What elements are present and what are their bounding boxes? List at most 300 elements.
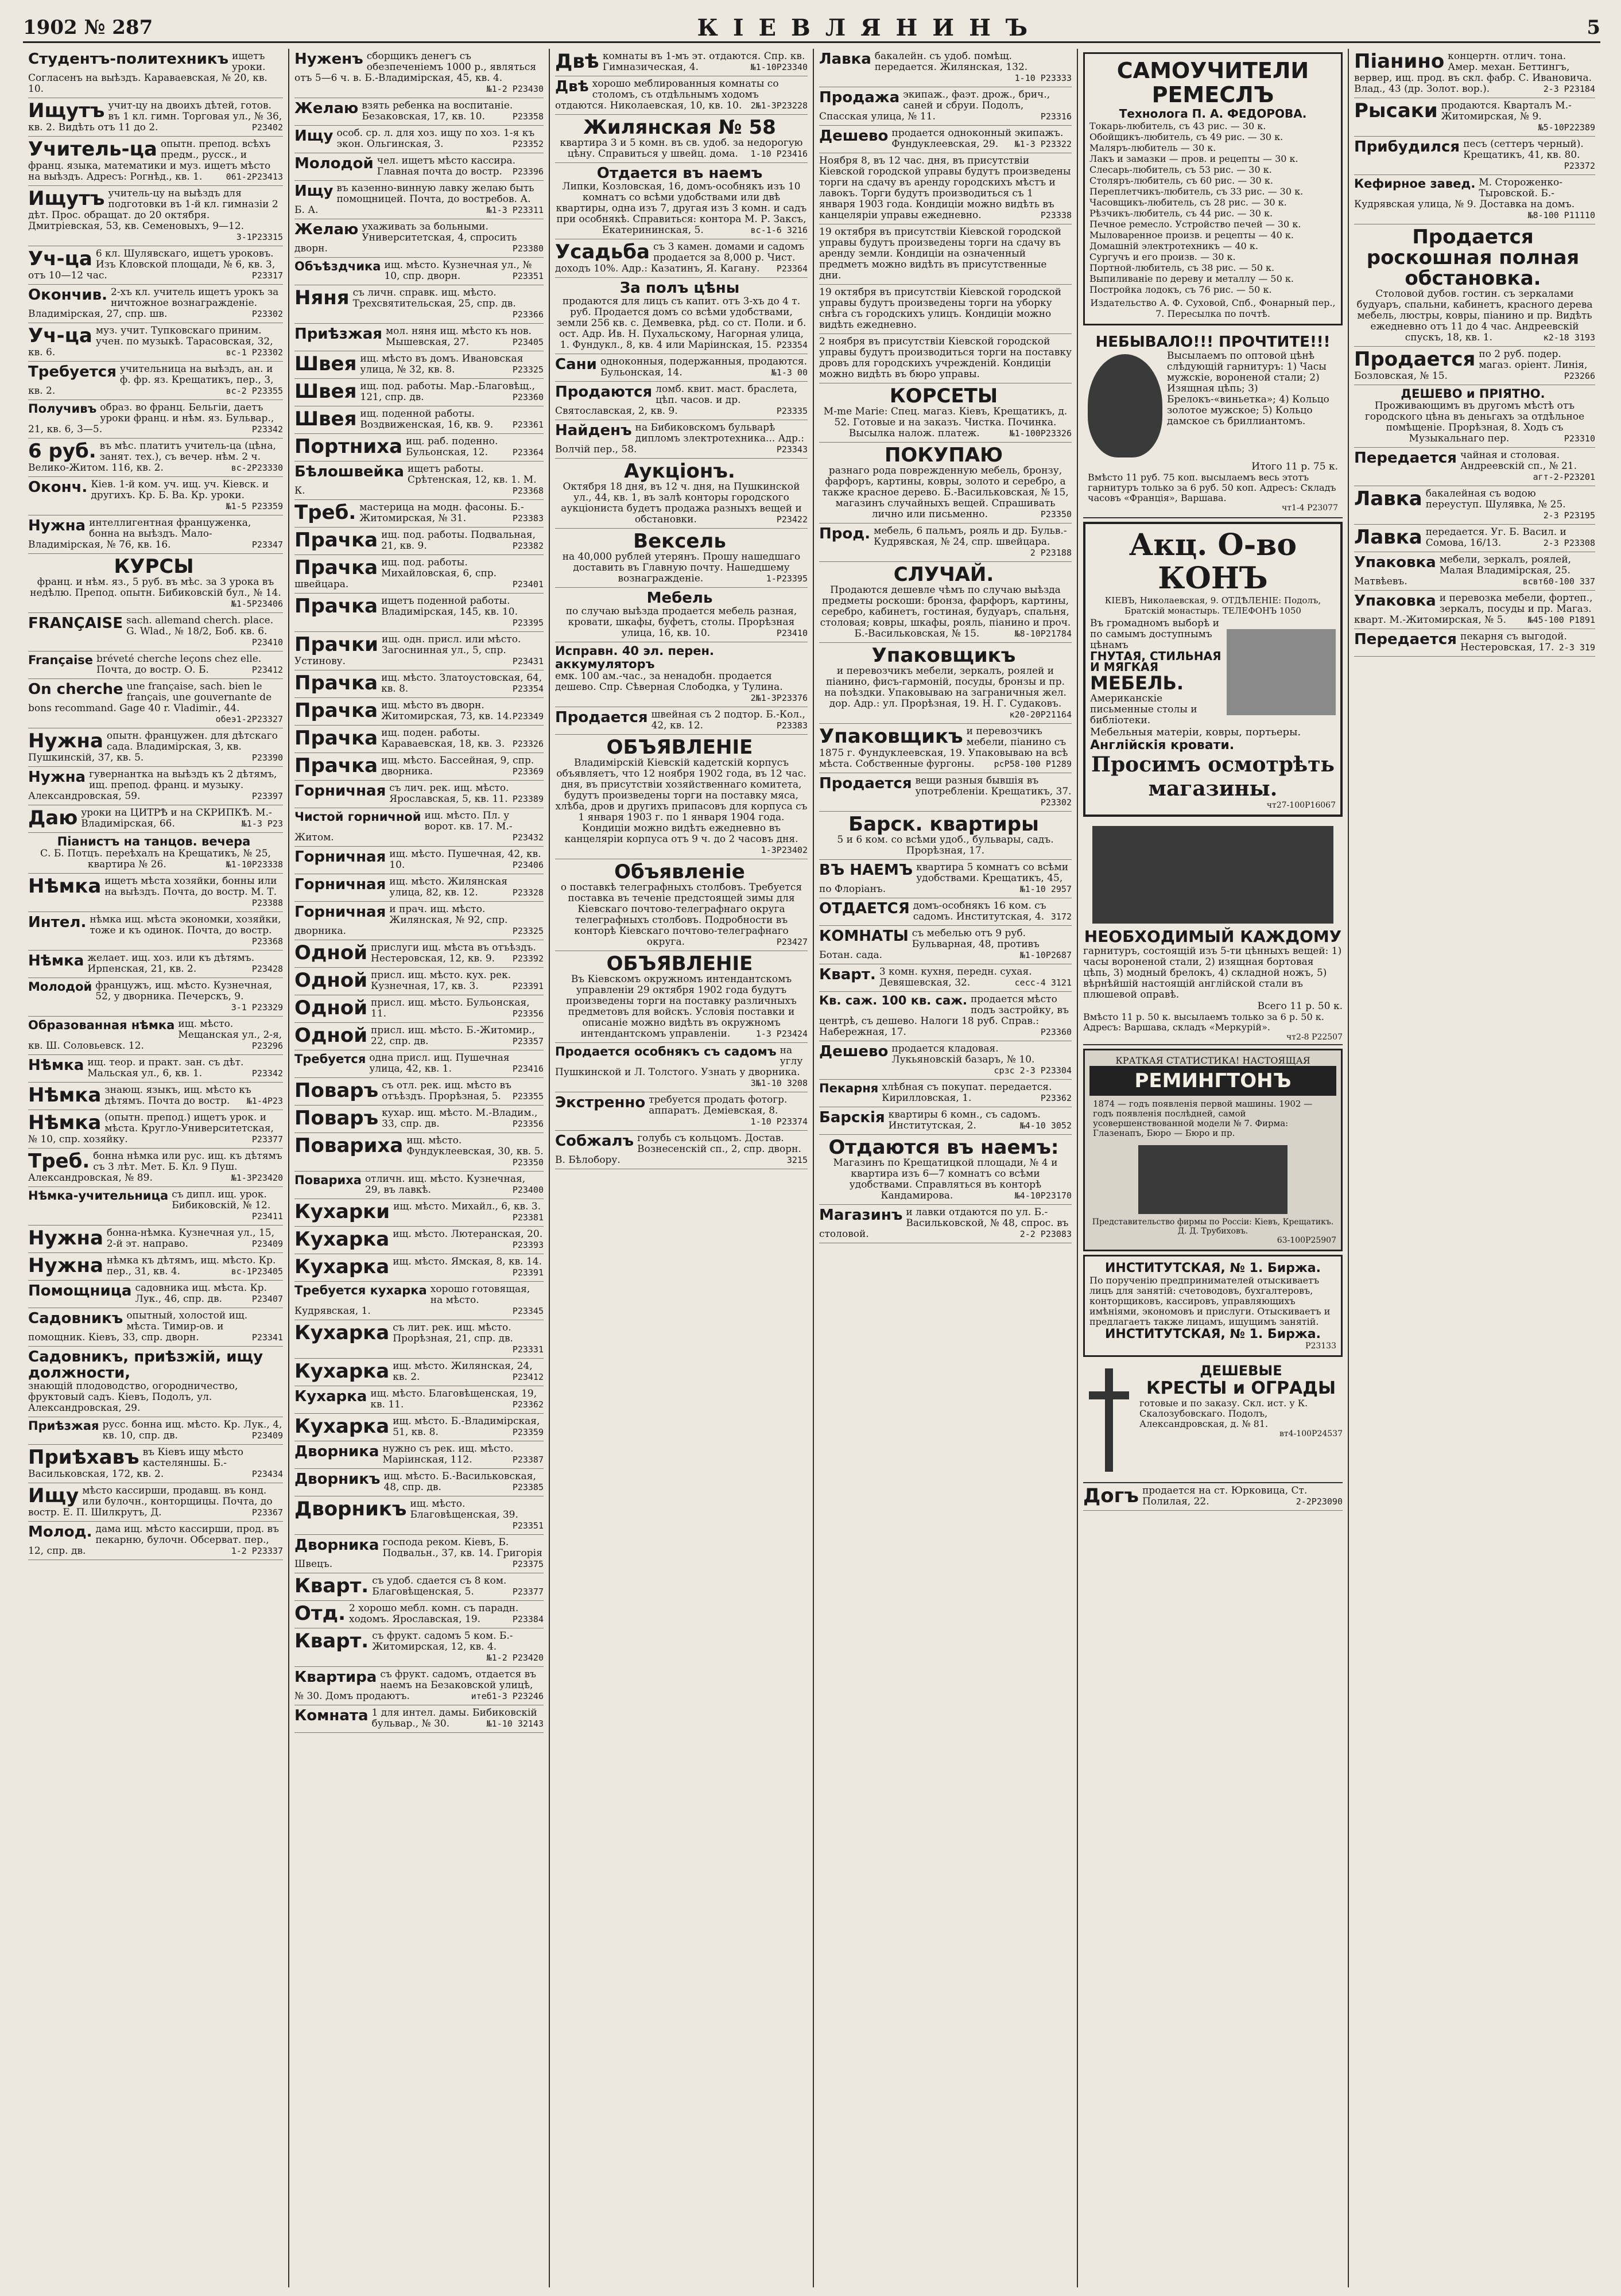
ad-body: ищетъ работы. Срѣтенская, 12, кв. 1. М. К. (294, 463, 537, 497)
necessary-total: Всего 11 р. 50 к. (1257, 1000, 1343, 1012)
ad-keyword: Повариха (294, 1134, 404, 1157)
kon-line-5: Англійскія кровати. (1090, 738, 1235, 753)
ad-ref: P23310 (1564, 433, 1595, 444)
ad-keyword: Барск. квартиры (848, 813, 1039, 836)
ad-body: 2 хорошо мебл. комн. съ парадн. ходомъ. Ярославская, 19. (348, 1603, 519, 1625)
classified-ad (28, 1055, 283, 1083)
ad-keyword: ПОКУПАЮ (884, 444, 1003, 467)
ad-body: желает. ищ. хоз. или къ дѣтямъ. Ирпенская, 21, кв. 2. (87, 952, 255, 975)
dog-ref: 2-2P23090 (1296, 1496, 1343, 1507)
classified-ad (294, 1601, 544, 1628)
ad-keyword: Дешево (819, 127, 889, 145)
ad-keyword: КОРСЕТЫ (889, 385, 998, 408)
kon-ref: чт27-100P16067 (1266, 801, 1336, 810)
ad-body: экипаж., фаэт. дрож., брич., саней и сбруи. Подолъ, Спасская улица, № 11. (819, 89, 1050, 122)
ad-keyword: Аукціонъ. (624, 460, 735, 483)
ad-ref: P23381 (512, 1212, 544, 1223)
classified-ad (819, 153, 1072, 224)
ad-body: ищ. мѣсто въ дворн. Житомирская, 73, кв. 14. (381, 700, 512, 722)
ad-ref: №8-10P21784 (1014, 629, 1072, 639)
ad-keyword: Отд. (294, 1602, 346, 1625)
kon-line-4: Мебельныя матеріи, ковры, портьеры. (1090, 726, 1301, 738)
classified-ad (28, 767, 283, 805)
ad-body: нѣмка къ дѣтямъ, ищ. мѣсто. Кр. пер., 31, кв. 4. (106, 1255, 276, 1277)
ad-keyword: Упаковщикъ (819, 725, 963, 748)
ad-body: швейная съ 2 подтор. Б.-Кол., 42, кв. 12. (651, 709, 805, 731)
ad-ref: P23402 (251, 122, 283, 133)
price-list-item: Постройка лодокъ, съ 76 рис. — 50 к. (1089, 284, 1272, 295)
watch-ad (1083, 329, 1343, 518)
ad-keyword: Кухарка (294, 1360, 390, 1383)
ad-keyword: Рысаки (1354, 99, 1438, 122)
ad-ref: P23326 (512, 739, 544, 749)
classified-ad (1354, 385, 1595, 448)
classified-ad (28, 554, 283, 613)
watch-illustration (1088, 354, 1162, 457)
ad-body: учительница на выѣздъ, ан. и ф. фр. яз. Крещатикъ, пер., 3, кв. 2. (28, 363, 274, 397)
classified-ad (28, 1483, 283, 1522)
ad-ref: P23366 (512, 309, 544, 320)
classified-ad (294, 968, 544, 995)
ad-keyword: Нѣмка (28, 1084, 102, 1107)
classified-ad (28, 285, 283, 323)
ad-keyword: Прод. (819, 525, 871, 542)
ad-keyword: Чистой горничной (294, 810, 421, 824)
classified-ad (555, 1092, 808, 1131)
ad-body: Кіев. 1-й ком. уч. ищ. уч. Кіевск. и другихъ. Кр. Б. Ва. Кр. уроки. (91, 479, 269, 501)
ad-ref: P23360 (1040, 1027, 1072, 1037)
ad-keyword: Двѣ (555, 50, 599, 73)
ad-ref: P23361 (512, 420, 544, 430)
ad-body: и перевозчикъ мебели, зеркалъ, роялей и піанино, фисъ-гармоній, посуды, бронзы и пр. на поѣздки. Упаковываю на заграничныя жел. дор. Адр.: ул. Прорѣзная, 19. Н. Г. Судаковъ. (824, 665, 1067, 709)
ad-keyword: Объявленіе (614, 860, 745, 883)
ad-body: прислуги ищ. мѣста въ отъѣздъ. Нестеровская, 12, кв. 9. (371, 942, 536, 964)
classified-ad (555, 239, 808, 278)
ad-keyword: Нужна (28, 769, 86, 786)
necessary-ref: чт2-8 P22507 (1286, 1033, 1343, 1042)
ad-body: съ удоб. сдается съ 8 ком. Благовѣщенская, 5. (372, 1575, 507, 1597)
ad-keyword: Усадьба (555, 241, 650, 263)
classified-ad (294, 153, 544, 181)
ad-keyword: Прибудился (1354, 138, 1460, 156)
ad-ref: P23405 (512, 337, 544, 347)
price-list-item: Сургучъ и его произв. — 30 к. (1089, 251, 1236, 262)
classified-ad (28, 805, 283, 833)
ad-body: хорошо меблированныя комнаты со столомъ, съ отдѣльнымъ ходомъ отдаются. Николаевская, 10, кв. 10. (555, 78, 779, 111)
classified-ad (294, 670, 544, 698)
ad-body: мол. няня ищ. мѣсто къ нов. Мышевская, 27. (385, 325, 532, 348)
ad-ref: 1-10 P23374 (750, 1116, 808, 1127)
ad-ref: P23434 (251, 1469, 283, 1479)
ad-keyword: Окончив. (28, 286, 107, 304)
ad-keyword: Нѣмка-учительница (28, 1189, 169, 1203)
ad-keyword: Швея (294, 380, 357, 403)
classified-ad (294, 594, 544, 632)
ad-keyword: Учитель-ца (28, 138, 157, 161)
ad-body: въ Кіевъ ищу мѣсто кастеляншы. Б.-Васильковская, 172, кв. 2. (28, 1446, 243, 1480)
classified-ad (1354, 98, 1595, 137)
ad-body: продаются. Кварталъ М.-Житомирская, № 9. (1441, 100, 1572, 122)
ad-body: въ казенно-винную лавку желаю быть помощницей. Почта, до востребов. А. Б. А. (294, 183, 534, 216)
classified-ad (1354, 591, 1595, 629)
ad-keyword: Образованная нѣмка (28, 1018, 175, 1032)
ad-body: особ. ср. л. для хоз. ищу по хоз. 1-я къ экон. Ольгинская, 3. (336, 127, 535, 150)
ad-keyword: Бѣлошвейка (294, 463, 404, 480)
watch-body: Высылаемъ по оптовой цѣнѣ слѣдующій гарнитуръ: 1) Часы мужскіе, вороненой стали; 2) Изящная цѣпь; 3) Брелокъ-«виньетка»; 4) Кольцо золотое мужское; 5) Кольцо дамское съ бриллиантомъ. (1167, 350, 1329, 427)
ad-ref: P23390 (251, 753, 283, 763)
classified-ad (28, 912, 283, 951)
ad-keyword: Молодой (294, 155, 374, 172)
ad-keyword: Молод. (28, 1523, 92, 1541)
ad-body: образ. во франц. Бельгіи, даетъ уроки франц. и нѣм. яз. Бульвар., 21, кв. 6, 3—5. (28, 402, 274, 435)
ad-keyword: Няня (294, 286, 350, 309)
ad-keyword: Кв. саж. 100 кв. саж. (819, 994, 968, 1007)
classified-ad (294, 434, 544, 461)
classified-ad (294, 555, 544, 594)
ad-keyword: Требуется (28, 363, 117, 381)
ad-body: Владимірскій Кіевскій кадетскій корпусъ объявляетъ, что 12 ноября 1902 года, въ 12 час. дня, въ присутствіи хозяйственнаго комитета, будутъ произведены торги на поставку мяса, хлѣба, дров и другихъ припасовъ для корпуса съ 1 января 1903 г. по 1 января 1904 года. Кондиціи можно видѣть ежедневно въ канцеляріи корпуса отъ 9 ч. до 2 часовъ дня. (555, 757, 808, 845)
watch-ref: чт1-4 P23077 (1282, 503, 1338, 513)
ad-ref: P23396 (512, 166, 544, 177)
classified-ad (28, 1149, 283, 1187)
ad-ref: P23407 (251, 1294, 283, 1304)
ad-ref: 3№1-10 3208 (750, 1078, 808, 1088)
ad-ref: P23354 (512, 684, 544, 694)
ad-body: концертн. отлич. тона. Амер. механ. Беттингъ, вервер, ищ. прод. въ скл. фабр. С. Ивановича. Влад., 43 (др. Золот. вор.). (1354, 51, 1592, 95)
ad-ref: 1-P23395 (766, 573, 808, 584)
kon-ad (1083, 522, 1343, 817)
ad-keyword: Приѣхавъ (28, 1446, 139, 1469)
ad-ref: №5-10P22389 (1538, 122, 1595, 133)
ad-ref: P23360 (512, 392, 544, 402)
ad-ref: №1-3 P23 (241, 819, 283, 829)
classified-ad (28, 1347, 283, 1417)
ad-body: съ лит. рек. ищ. мѣсто. Прорѣзная, 21, спр. дв. (393, 1322, 513, 1344)
ad-keyword: Кефирное завед. (1354, 177, 1476, 191)
ad-keyword: Экстренно (555, 1094, 646, 1111)
ad-ref: P23389 (512, 794, 544, 804)
classified-ad (294, 1254, 544, 1282)
ad-ref: P23368 (512, 486, 544, 496)
ad-keyword: Получивъ (28, 402, 97, 416)
classified-ad (555, 951, 808, 1043)
ad-body: ухаживать за больными. Университетская, 4, спросить дворн. (294, 221, 517, 254)
ad-keyword: Дворника (294, 1537, 379, 1554)
classified-ad (294, 1106, 544, 1133)
ad-keyword: Горничная (294, 782, 386, 800)
ad-keyword: Кухарка (294, 1415, 390, 1438)
ad-body: одноконныя, подержанныя, продаются. Бульонская, 14. (600, 356, 808, 378)
ad-ref: №1-10 32143 (486, 1719, 544, 1729)
classified-ad (1354, 525, 1595, 552)
ad-body: голубь съ кольцомъ. Достав. Вознесенскій сп., 2, спр. дворн. В. Бѣлобору. (555, 1133, 801, 1166)
classified-ad (819, 773, 1072, 812)
ad-ref: №1-3 P23311 (486, 205, 544, 215)
ad-ref: P23302 (251, 309, 283, 319)
ad-keyword: On cherche (28, 681, 123, 698)
ad-body: С. Б. Потцъ. переѣхалъ на Крещатикъ, № 25, квартира № 26. (40, 848, 271, 870)
ad-keyword: Молодой (28, 980, 92, 994)
ad-body: мебель, 6 пальмъ, рояль и др. Бульв.-Кудрявская, № 24, спр. швейцара. (874, 525, 1067, 548)
ad-body: продается мѣсто подъ застройку, въ центрѣ, съ дешево. Налоги 18 руб. Справ.: Набережная, 17. (819, 994, 1069, 1038)
classified-ad (294, 874, 544, 902)
ad-keyword: Нуженъ (294, 51, 363, 68)
ad-keyword: Нужна (28, 730, 103, 753)
classified-ad (294, 528, 544, 555)
ad-ref: P23397 (251, 791, 283, 801)
classified-ad (555, 642, 808, 707)
ad-ref: 1-10 P23416 (750, 149, 808, 159)
classified-ad (28, 1522, 283, 1560)
ad-ref: P23357 (512, 1036, 544, 1046)
ad-body: опытн. препод. всѣхъ предм., русск., и франц. языка, математики и муз. ищетъ мѣсто на выѣздъ. Адресъ: Рогнѣд., кв. 1. (28, 138, 271, 183)
ad-keyword: Ищу (294, 183, 333, 200)
columns (23, 49, 1600, 2287)
birzha-title: ИНСТИТУТСКАЯ, № 1. Биржа. (1105, 1261, 1321, 1275)
ad-ref: P23411 (251, 1211, 283, 1221)
ad-keyword: Продается особнякъ съ садомъ (555, 1045, 777, 1058)
classified-ad (294, 781, 544, 808)
ad-ref: P23409 (251, 1239, 283, 1249)
ad-body: ищ. мѣсто въ домъ. Ивановская улица, № 32, кв. 8. (360, 353, 523, 375)
classified-ad (819, 1205, 1072, 1243)
classified-ad (28, 874, 283, 912)
ad-keyword: ВЪ НАЕМЪ (819, 862, 913, 879)
price-list-item: Слесарь-любитель, съ 53 рис. — 30 к. (1089, 164, 1272, 175)
birzha-ad (1083, 1255, 1343, 1357)
ad-body: Продаются дешевле чѣмъ по случаю выѣзда предметы роскоши: бронза, фарфоръ, картины, серебро, кабинетъ, гостиная, будуаръ, спальня, столовая; ковры, шкафы, рояль, піанино и проч. Б.-Васильковская, № 15. (820, 584, 1071, 639)
ad-ref: P23362 (1040, 1093, 1072, 1103)
ad-ref: №1-2 P23430 (486, 84, 544, 94)
ad-keyword: 6 руб. (28, 440, 96, 463)
classified-ad (28, 477, 283, 515)
ad-keyword: Одной (294, 996, 368, 1019)
ad-keyword: Квартира (294, 1669, 377, 1686)
ad-keyword: КУРСЫ (114, 555, 194, 578)
ad-keyword: Прачка (294, 754, 378, 777)
kon-line-1: Въ громадномъ выборѣ и по самымъ доступнымъ цѣнамъ (1090, 618, 1220, 651)
price-list-item: Портной-любитель, съ 38 рис. — 50 к. (1089, 262, 1275, 273)
classified-ad (819, 1135, 1072, 1205)
newspaper-title: КІЕВЛЯНИНЪ (697, 14, 1043, 41)
ad-body: господа реком. Кіевъ, Б. Подвальн., 37, кв. 14. Григорія Швецъ. (294, 1537, 542, 1570)
ad-keyword: Прачки (294, 633, 378, 656)
ad-ref: 3172 (1050, 912, 1072, 922)
ad-body: кухар. ищ. мѣсто. М.-Владим., 33, спр. дв. (382, 1107, 538, 1130)
classified-ad (819, 443, 1072, 523)
classified-ad (819, 523, 1072, 562)
ad-ref: №1-3 00 (771, 367, 808, 378)
ad-body: мѣсто кассирши, продавщ. въ конд. или булочн., конторщицы. Почта, до востр. Е. П. Шилкрутъ, Д. (28, 1485, 273, 1518)
ad-body: хлѣбная съ покупат. передается. Кирилловская, 1. (882, 1081, 1052, 1104)
ad-body: ищ. под. работы. Подвальная, 21, кв. 9. (381, 529, 536, 552)
column-5 (1078, 49, 1349, 2287)
ad-keyword: Продается (555, 709, 648, 726)
ad-keyword: Піанистъ на танцов. вечера (57, 835, 251, 848)
classified-ad (294, 351, 544, 379)
ad-body: учитель-цу на выѣздъ для подготовки въ 1-й кл. гимназіи 2 дѣт. Прос. обращат. до 20 октября. Дмитріевская, 53, кв. Семеновыхъ, 9—12. (28, 188, 278, 232)
classified-ad (1354, 629, 1595, 657)
ad-body: чайная и столовая. Андреевскій сп., № 21. (1460, 449, 1577, 472)
classified-ad (28, 951, 283, 978)
ad-body: емк. 100 ам.-час., за ненадобн. продается дешево. Спр. Сѣверная Слободка, у Тулина. (555, 670, 783, 693)
classified-ad (28, 400, 283, 439)
ad-keyword: Требуется (294, 1052, 366, 1066)
ad-body: присл. ищ. мѣсто. Б.-Житомир., 22, спр. дв. (371, 1025, 536, 1047)
classified-ad (294, 1023, 544, 1050)
ad-ref: P23388 (251, 898, 283, 908)
ad-body: мастерица на модн. фасоны. Б.-Житомирская, № 31. (359, 502, 524, 524)
ad-keyword: Кварт. (294, 1630, 369, 1653)
price-list-item: Переплетчикъ-любитель, съ 33 рис. — 30 к. (1089, 186, 1304, 197)
ad-keyword: Передается (1354, 449, 1457, 467)
ad-ref: агт-2-P23201 (1533, 472, 1595, 482)
dog-body: продается на ст. Юрковица, Ст. Полилая, 22. (1142, 1485, 1308, 1507)
ad-keyword: Одной (294, 941, 368, 964)
cross-icon (1083, 1363, 1135, 1477)
necessary-illustration (1092, 826, 1333, 924)
ad-keyword: Кварт. (294, 1574, 369, 1597)
ad-keyword: Кухарка (294, 1321, 390, 1344)
ad-body: 6 кл. Шулявскаго, ищетъ уроковъ. Изъ Кловской площади, № 6, кв. 3, отъ 10—12 час. (28, 248, 276, 281)
ad-keyword: Прачка (294, 529, 378, 552)
ad-keyword: Треб. (294, 501, 356, 524)
birzha-ref: P23133 (1305, 1341, 1336, 1351)
column-2 (289, 49, 550, 2287)
ad-body: интеллигентная француженка, бонна на выѣздъ. Мало-Владимірская, № 76, кв. 16. (28, 517, 251, 550)
classified-ad (555, 278, 808, 354)
ad-ref: P23331 (512, 1344, 544, 1355)
ad-keyword: СЛУЧАЙ. (893, 563, 994, 586)
classified-ad (819, 643, 1072, 724)
ad-body: пекарня съ выгодой. Нестеровская, 17. (1460, 631, 1567, 653)
ad-ref: 1-10 P23333 (1014, 73, 1072, 83)
ad-ref: P23401 (512, 579, 544, 589)
price-list-item: Лакъ и замазки — пров. и рецепты — 30 к. (1089, 153, 1298, 164)
classified-ad (294, 181, 544, 219)
masthead (23, 14, 1600, 43)
ad-keyword: Нѣмка (28, 875, 102, 898)
ad-body: съ фрукт. садомъ 5 ком. Б.-Житомирская, 12, кв. 4. (372, 1630, 513, 1653)
ad-body: ищ. раб. поденно. Бульонская, 12. (406, 436, 498, 458)
ad-ref: P23377 (251, 1134, 283, 1145)
classified-ad (294, 1535, 544, 1573)
ad-ref: P23355 (512, 1091, 544, 1102)
ad-ref: вс-1 P23302 (226, 347, 283, 358)
ad-ref: №4-10 3052 (1019, 1120, 1072, 1131)
ad-ref: 3215 (786, 1155, 808, 1165)
kon-mebel: МЕБЕЛЬ. (1090, 672, 1184, 694)
column-6 (1349, 49, 1600, 2287)
ad-body: M-me Marie: Спец. магаз. Кіевъ, Крещатикъ, д. 52. Готовые и на заказъ. Чистка. Починка. Высылка налож. платеж. (823, 406, 1068, 439)
ad-keyword: Двѣ (555, 78, 589, 95)
ad-ref: P23383 (512, 513, 544, 523)
classified-ad (819, 87, 1072, 126)
ad-ref: P23317 (251, 270, 283, 281)
ad-body: ищ. мѣсто. Михайл., 6, кв. 3. (393, 1201, 541, 1212)
ad-ref: P23384 (512, 1614, 544, 1624)
ad-ref: вс-2 P23355 (226, 386, 283, 396)
remington-ad (1083, 1049, 1343, 1251)
necessary-price: Вмѣсто 11 р. 50 к. высылаемъ только за 6 р. 50 к. Адресъ: Варшава, складъ «Меркурій». (1083, 1011, 1324, 1033)
ad-keyword: Одной (294, 1024, 368, 1047)
price-list-item: Токарь-любитель, съ 43 рис. — 30 к. (1089, 121, 1266, 131)
ad-body: и перевозчикъ мебели, піанино съ 1875 г. Фундуклеевская, 19. Упаковываю на всѣ мѣста. Собственные фургоны. (819, 726, 1068, 770)
ad-ref: вс-1P23405 (231, 1266, 283, 1277)
ad-keyword: Дворникъ (294, 1471, 381, 1488)
classified-ad (294, 1496, 544, 1535)
ad-body: взять ребенка на воспитаніе. Безаковская, 17, кв. 10. (362, 100, 513, 122)
ad-keyword: Студентъ-политехникъ (28, 51, 229, 68)
ad-body: 5 и 6 ком. со всѣми удоб., бульвары, садъ. Прорѣзная, 17. (837, 834, 1054, 856)
ad-body: присл. ищ. мѣсто. Бульонская, 11. (371, 997, 530, 1019)
ad-ref: P23343 (776, 444, 808, 455)
ad-ref: 2№1-3P23376 (750, 693, 808, 703)
classified-ad (1354, 486, 1595, 525)
classified-ad (294, 285, 544, 324)
ad-ref: 2 P23188 (1030, 548, 1072, 558)
classified-ad (28, 323, 283, 362)
ad-keyword: Нѣмка (28, 1057, 84, 1074)
crosses-ref: вт4-100P24537 (1279, 1429, 1343, 1438)
ad-body: опытн. францужен. для дѣтскаго сада. Владимірская, 3, кв. Пушкинскій, 37, кв. 5. (28, 730, 278, 763)
ad-keyword: Нѣмка (28, 952, 84, 969)
classified-ad (294, 698, 544, 726)
ad-keyword: Швея (294, 408, 357, 430)
ad-body: ищ. под. работы. Михайловская, 6, спр. швейцара. (294, 557, 497, 590)
ad-body: 2 ноября въ присутствіи Кіевской городской управы будутъ производиться торги на поставку дровъ для городскихъ учрежденій. Кондиціи можно видѣть въ бюро управы. (819, 336, 1072, 380)
ad-body: комнаты въ 1-мъ эт. отдаются. Спр. кв. Гимназическая, 4. (602, 51, 805, 73)
ad-ref: P23385 (512, 1482, 544, 1492)
ad-keyword: Сани (555, 356, 597, 373)
classified-ad (294, 1628, 544, 1667)
classified-ad (1354, 137, 1595, 175)
ad-body: ищ. мѣсто. Ямская, 8, кв. 14. (393, 1256, 542, 1267)
ad-body: съ фрукт. садомъ, отдается въ наемъ на Безаковской улицѣ, № 30. Домъ продаютъ. (294, 1669, 537, 1702)
ad-ref: P23369 (512, 766, 544, 777)
ad-keyword: Жилянская № 58 (583, 116, 776, 139)
classified-ad (294, 1227, 544, 1254)
classified-ad (294, 258, 544, 285)
classified-ad (819, 383, 1072, 443)
classified-ad (28, 137, 283, 186)
ad-ref: P23422 (776, 514, 808, 525)
classified-ad (819, 224, 1072, 285)
ad-ref: №1-10P23340 (750, 62, 808, 72)
remington-ref: 63-100P25907 (1277, 1236, 1336, 1245)
dog-ad (1083, 1483, 1343, 1511)
ad-body: 19 октября въ присутствіи Кіевской городской управы будутъ произведены торги на сдачу въ аренду земли. Кондиціи на означенный предметъ можно видѣть въ присутственные дни. (819, 226, 1061, 281)
necessary-title: НЕОБХОДИМЫЙ КАЖДОМУ (1084, 927, 1342, 946)
ad-keyword: Приѣзжая (294, 325, 382, 343)
ad-ref: P23358 (512, 111, 544, 122)
classified-ad (819, 285, 1072, 334)
ad-ref: P23432 (512, 832, 544, 843)
classified-ad (555, 163, 808, 239)
ad-keyword: Прачка (294, 556, 378, 579)
self-taught-subtitle: Технолога П. А. ФЕДОРОВА. (1119, 107, 1307, 121)
ad-keyword: Поваръ (294, 1079, 379, 1102)
ad-ref: 2-3 P23184 (1543, 84, 1595, 94)
ad-body: требуется продать фотогр. аппаратъ. Деміевская, 8. (649, 1094, 788, 1116)
ad-body: ищетъ поденной работы. Владимірская, 145, кв. 10. (381, 595, 518, 618)
ad-ref: №1-3 P23322 (1014, 139, 1072, 149)
ad-keyword: ОБЪЯВЛЕНІЕ (606, 952, 753, 975)
ad-body: гувернантка на выѣздъ къ 2 дѣтямъ, ищ. препод. франц. и музыку. Александровская, 59. (28, 769, 277, 802)
ad-ref: №1-4P23 (246, 1096, 283, 1106)
classified-ad (1354, 347, 1595, 385)
ad-body: на 40,000 рублей утерянъ. Прошу нашедшаго доставить въ Главную почту. Нашедшему вознагражденіе. (562, 551, 801, 584)
